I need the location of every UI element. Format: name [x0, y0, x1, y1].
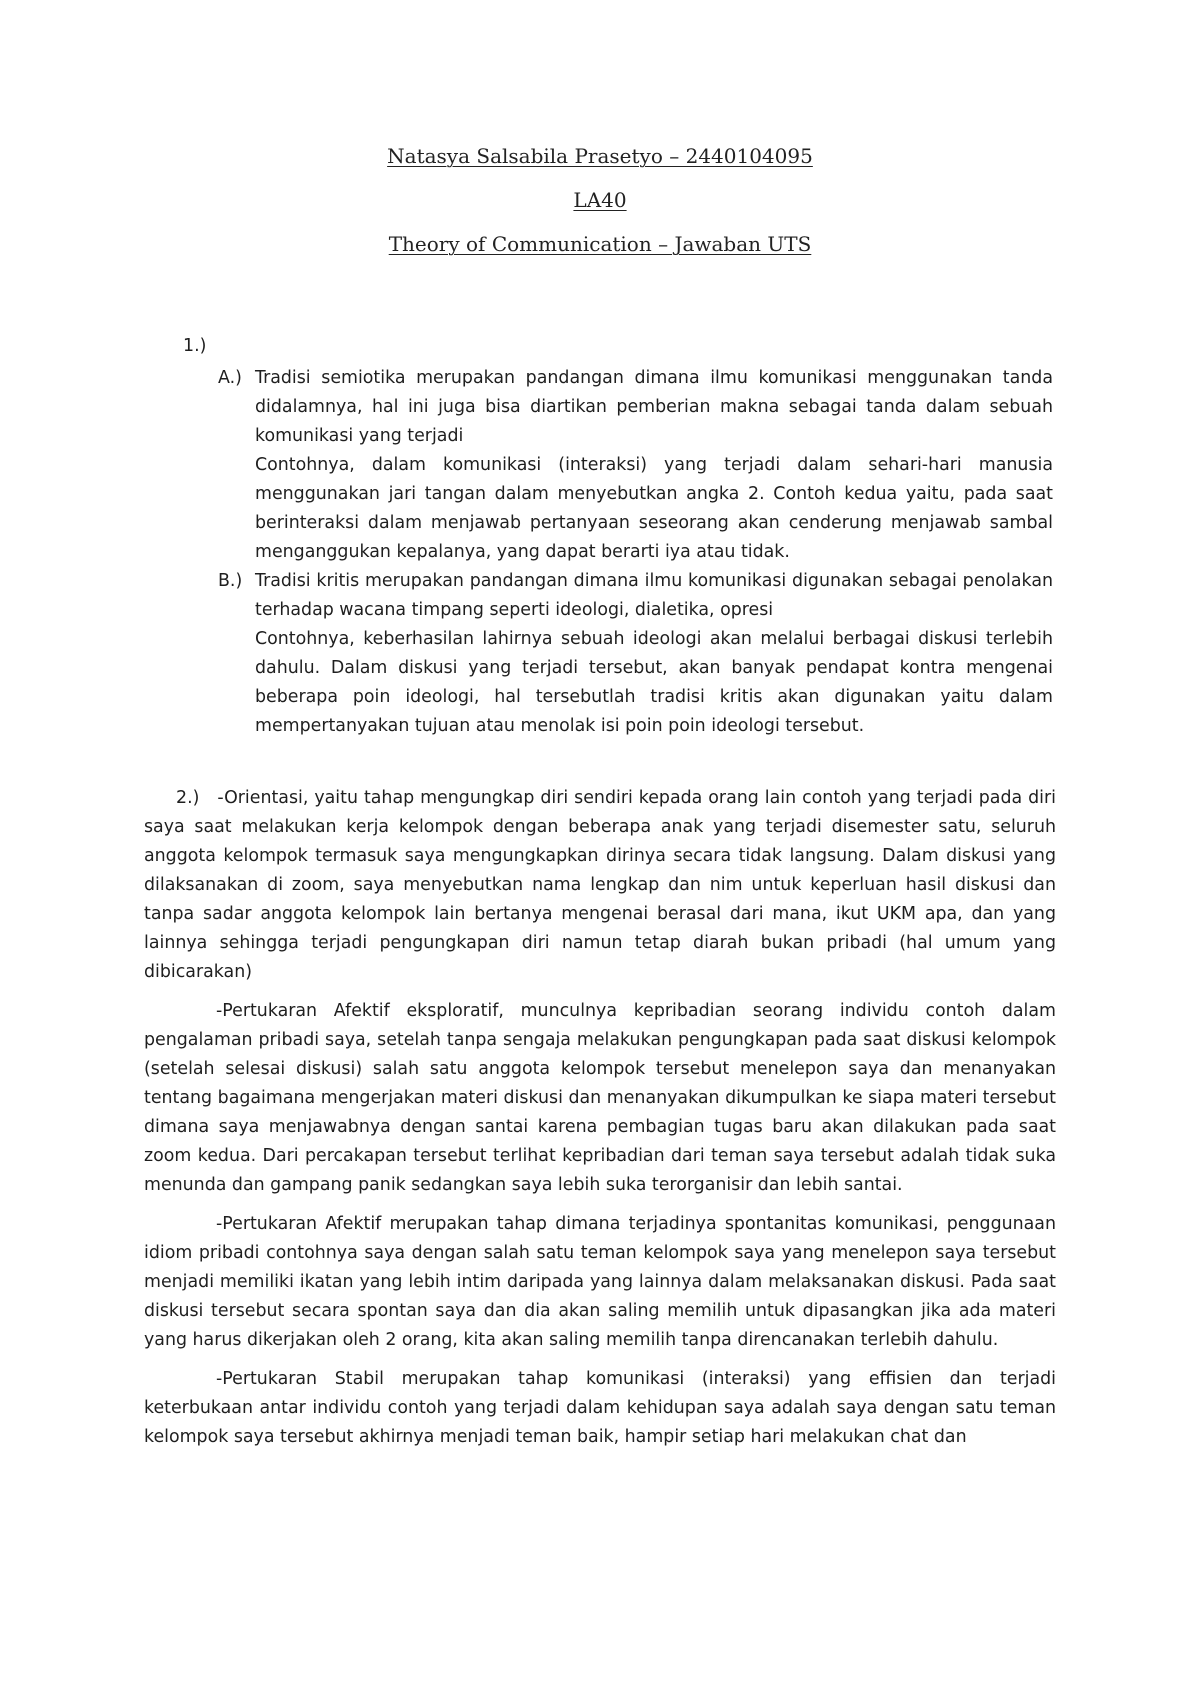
paragraph-orientasi [144, 784, 1056, 987]
answer-item-b [183, 567, 1053, 741]
course-line: Theory of Communication – Jawaban UTS [388, 232, 812, 256]
item-letter: A.) [218, 368, 242, 388]
question-2-section [144, 784, 1056, 1462]
item-letter: B.) [218, 571, 243, 591]
item-example: Contohnya, keberhasilan lahirnya sebuah ideologi akan melalui berbagai diskusi terlebih dahulu. Dalam diskusi yang terjadi tersebut, akan banyak pendapat kontra mengenai beberapa poin ideologi, hal tersebutlah tradisi kritis akan digunakan yaitu dalam mempertanyakan tujuan atau menolak isi poin poin ideologi tersebut. [255, 629, 1053, 736]
answer-item-a [183, 364, 1053, 567]
paragraph-afektif-eksploratif: -Pertukaran Afektif eksploratif, munculnya kepribadian seorang individu contoh dalam pengalaman pribadi saya, setelah tanpa sengaja melakukan pengungkapan pada saat diskusi kelompok (setelah selesai diskusi) salah satu anggota kelompok tersebut menelepon saya dan menanyakan tentang bagaimana mengerjakan materi diskusi dan menanyakan dikumpulkan ke siapa materi tersebut dimana saya menjawabnya dengan santai karena pembagian tugas baru akan dilakukan pada saat zoom kedua. Dari percakapan tersebut terlihat kepribadian dari teman saya tersebut adalah tidak suka menunda dan gampang panik sedangkan saya lebih suka terorganisir dan lebih santai. [144, 1001, 1056, 1195]
item-definition: Tradisi semiotika merupakan pandangan dimana ilmu komunikasi menggunakan tanda didalamnya, hal ini juga bisa diartikan pemberian makna sebagai tanda dalam sebuah komunikasi yang terjadi [255, 368, 1053, 446]
question-1-number: 1.) [183, 336, 207, 356]
item-definition: Tradisi kritis merupakan pandangan dimana ilmu komunikasi digunakan sebagai penolakan terhadap wacana timpang seperti ideologi, dialetika, opresi [255, 571, 1053, 620]
class-code: LA40 [573, 188, 627, 212]
paragraph-text: -Orientasi, yaitu tahap mengungkap diri sendiri kepada orang lain contoh yang terjadi pada diri saya saat melakukan kerja kelompok dengan beberapa anak yang terjadi disemester satu, seluruh anggota kelompok termasuk saya mengungkapkan dirinya secara tidak langsung. Dalam diskusi yang dilaksanakan di zoom, saya menyebutkan nama lengkap dan nim untuk keperluan hasil diskusi dan tanpa sadar anggota kelompok lain bertanya mengenai berasal dari mana, ikut UKM apa, dan yang lainnya sehingga terjadi pengungkapan diri namun tetap diarah bukan pribadi (hal umum yang dibicarakan) [144, 788, 1056, 982]
author-line: Natasya Salsabila Prasetyo – 2440104095 [387, 144, 813, 168]
paragraph-afektif: -Pertukaran Afektif merupakan tahap dimana terjadinya spontanitas komunikasi, penggunaan idiom pribadi contohnya saya dengan salah satu teman kelompok saya yang menelepon saya tersebut menjadi memiliki ikatan yang lebih intim daripada yang lainnya dalam melaksanakan diskusi. Pada saat diskusi tersebut secara spontan saya dan dia akan saling memilih untuk dipasangkan jika ada materi yang harus dikerjakan oleh 2 orang, kita akan saling memilih tanpa direncanakan terlebih dahulu. [144, 1214, 1056, 1350]
item-example: Contohnya, dalam komunikasi (interaksi) yang terjadi dalam sehari-hari manusia menggunakan jari tangan dalam menyebutkan angka 2. Contoh kedua yaitu, pada saat berinteraksi dalam menjawab pertanyaan seseorang akan cenderung menjawab sambal menganggukan kepalanya, yang dapat berarti iya atau tidak. [255, 455, 1053, 562]
paragraph-stabil: -Pertukaran Stabil merupakan tahap komunikasi (interaksi) yang effisien dan terjadi keterbukaan antar individu contoh yang terjadi dalam kehidupan saya adalah saya dengan satu teman kelompok saya tersebut akhirnya menjadi teman baik, hampir setiap hari melakukan chat dan [144, 1369, 1056, 1447]
question-2-number: 2.) [176, 788, 200, 808]
document-header [0, 143, 1200, 275]
question-1-section [183, 332, 1053, 741]
